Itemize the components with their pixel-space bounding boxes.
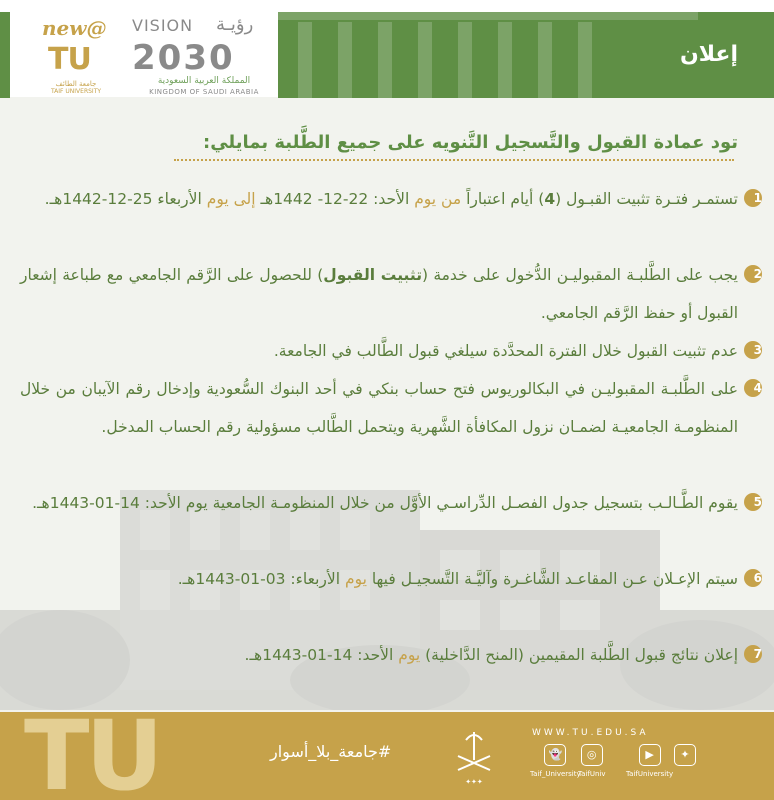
vision-label-ar: رؤيـة — [216, 14, 254, 35]
item-text-segment: عدم تثبيت القبول خلال الفترة المحدَّدة سيلغي قبول الطَّالب في الجامعة. — [273, 342, 738, 360]
item-text — [20, 180, 738, 218]
kingdom-name-en: KINGDOM OF SAUDI ARABIA — [149, 88, 259, 96]
item-text-segment: يوم — [344, 570, 367, 588]
item-text-segment: على الطَّلبـة المقبوليـن في البكالوريوس فتح حساب بنكي في أحد البنوك السُّعودية وإدخال رقم الآيبان من خلال المنظومـة الجامعيـة لضمـان نزول المكافأة الشَّهرية ويتحمل الطَّالب مسؤولية رقم الحساب المدخل. — [20, 380, 738, 436]
item-text-segment: ) للحصول على الرَّقم الجامعي مع طباعة إشعار القبول أو حفظ الرَّقم الجامعي. — [20, 266, 738, 322]
social-handle: TaifUniversity — [626, 770, 674, 778]
item-number-badge: 4 — [744, 379, 762, 397]
announcement-item-6 — [20, 560, 762, 598]
announcement-item-2 — [20, 256, 762, 332]
saudi-emblem-icon — [444, 726, 504, 790]
item-text — [20, 560, 738, 598]
announcement-item-1 — [20, 180, 762, 218]
item-text-segment: تثبيت القبول — [323, 266, 423, 284]
header — [0, 0, 774, 97]
item-text-segment: الأحد: 14-01-1443هـ. — [244, 646, 399, 664]
twitter-icon: ✦ — [674, 744, 696, 766]
tu-logo-new: new@ — [42, 16, 107, 40]
social-link-2[interactable] — [626, 744, 673, 778]
vision-year: 2030 — [132, 38, 235, 78]
tu-logo-letters: TU — [48, 42, 91, 77]
item-text-segment: تستمـر فتـرة تثبيت القبـول ( — [555, 190, 738, 208]
kingdom-name-ar: المملكة العربية السعودية — [157, 76, 251, 86]
item-text — [20, 484, 738, 522]
item-text-segment: يجب على الطَّلبـة المقبوليـن الدُّخول على خدمة ( — [422, 266, 738, 284]
item-text — [20, 256, 738, 332]
item-text-segment: 4 — [544, 190, 556, 208]
item-text-segment: الأربعاء: 03-01-1443هـ. — [177, 570, 345, 588]
social-link-3[interactable] — [674, 744, 696, 766]
announcement-item-3 — [20, 332, 762, 370]
item-text — [20, 332, 738, 370]
item-text — [20, 370, 738, 446]
item-number-badge: 5 — [744, 493, 762, 511]
footer-website-url[interactable]: WWW.TU.EDU.SA — [532, 728, 649, 738]
footer-hashtag: #جامعة_بلا_أسوار — [270, 742, 392, 761]
announcement-item-4 — [20, 370, 762, 446]
footer — [0, 712, 774, 800]
item-text-segment: يوم — [398, 646, 421, 664]
item-text — [20, 636, 738, 674]
item-number-badge: 7 — [744, 645, 762, 663]
svg-text:✦✦✦: ✦✦✦ — [465, 778, 483, 786]
tu-logo-subtitle-en: TAIF UNIVERSITY — [50, 88, 102, 95]
instagram-icon: ◎ — [581, 744, 603, 766]
item-text-segment: الأحد: 22-12- 1442هـ — [255, 190, 415, 208]
item-text-segment: من يوم — [414, 190, 462, 208]
item-text-segment: سيتم الإعـلان عـن المقاعـد الشَّاغـرة وآليَّـة التَّسجيـل فيها — [366, 570, 738, 588]
header-building-image — [278, 12, 698, 98]
intro-heading: تود عمادة القبول والتَّسجيل التَّنويه على جميع الطَّلبة بمايلي: — [203, 132, 738, 153]
header-left-stripe — [0, 12, 10, 98]
social-link-0[interactable] — [530, 744, 581, 778]
social-handle: TaifUniv — [578, 770, 606, 778]
social-link-1[interactable] — [578, 744, 605, 778]
item-text-segment: يقوم الطَّـالـب بتسجيل جدول الفصـل الدِّراسـي الأوَّل من خلال المنظومـة الجامعية يوم الأحد: 14-01-1443هـ. — [32, 494, 738, 512]
footer-tu-watermark: TU — [24, 712, 160, 800]
announcement-item-5 — [20, 484, 762, 522]
item-text-segment: إلى يوم — [206, 190, 256, 208]
item-text-segment: إعلان نتائج قبول الطَّلبة المقيمين (المنح الدَّاخلية) — [420, 646, 738, 664]
item-text-segment: الأربعاء 25-12-1442هـ. — [44, 190, 207, 208]
vision-label-en: VISION — [132, 16, 194, 35]
item-number-badge: 2 — [744, 265, 762, 283]
announcement-item-7 — [20, 636, 762, 674]
snapchat-icon: 👻 — [544, 744, 566, 766]
item-number-badge: 1 — [744, 189, 762, 207]
intro-underline — [174, 159, 734, 161]
footer-social-links — [530, 744, 730, 784]
social-handle: Taif_University — [530, 770, 581, 778]
announcement-title: إعلان — [679, 42, 738, 67]
item-number-badge: 3 — [744, 341, 762, 359]
tu-logo-subtitle-ar: جامعة الطائف — [55, 80, 97, 88]
header-title-band — [278, 12, 774, 98]
item-text-segment: ) أيام اعتباراً — [461, 190, 545, 208]
youtube-icon: ▶ — [639, 744, 661, 766]
item-number-badge: 6 — [744, 569, 762, 587]
